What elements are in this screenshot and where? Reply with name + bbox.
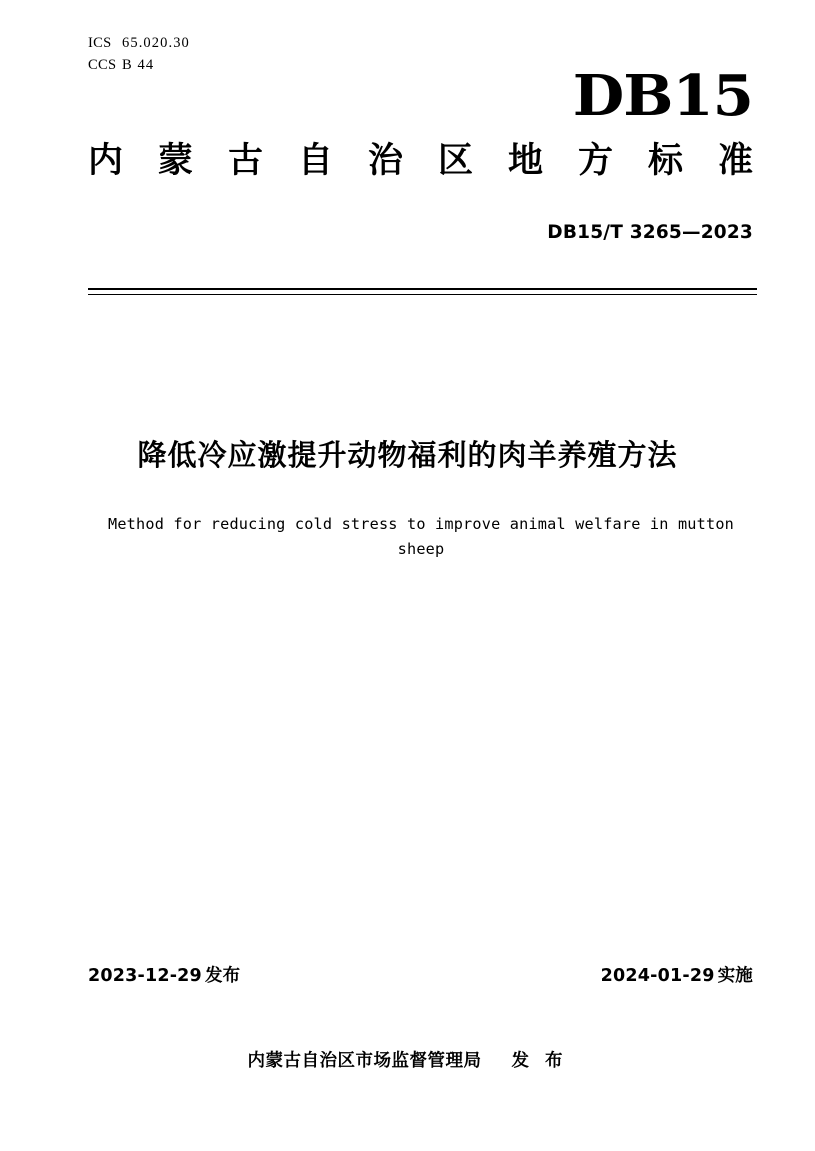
- effective-date: 2024-01-29: [600, 966, 715, 986]
- title-english: Method for reducing cold stress to improve animal welfare in mutton sheep: [107, 515, 735, 559]
- ccs-value: B 44: [122, 57, 155, 74]
- issue-date-block: [88, 962, 240, 987]
- db15-logo: DB15: [572, 63, 753, 129]
- divider-thick: [88, 288, 757, 290]
- ics-value: 65.020.30: [122, 35, 190, 51]
- effective-date-block: [601, 962, 753, 987]
- standard-authority-name: 内 蒙 古 自 治 区 地 方 标 准: [88, 141, 753, 181]
- effective-label: 实施: [717, 966, 753, 986]
- issue-date: 2023-12-29: [88, 966, 202, 986]
- issuer-name: 内蒙古自治区市场监督管理局: [247, 1051, 482, 1071]
- title-chinese: 降低冷应激提升动物福利的肉羊养殖方法: [137, 438, 678, 472]
- issue-label: 发布: [204, 966, 241, 986]
- date-row: [88, 962, 753, 987]
- ccs-label: CCS: [88, 57, 117, 74]
- standard-number: DB15/T 3265—2023: [547, 222, 753, 243]
- ics-label: ICS: [88, 35, 112, 51]
- publish-label: 发 布: [511, 1051, 568, 1071]
- ics-line: [88, 32, 190, 54]
- ccs-line: [88, 54, 190, 76]
- divider-thin: [88, 294, 757, 295]
- classification-codes: [88, 32, 190, 77]
- issuer-row: [58, 1047, 757, 1072]
